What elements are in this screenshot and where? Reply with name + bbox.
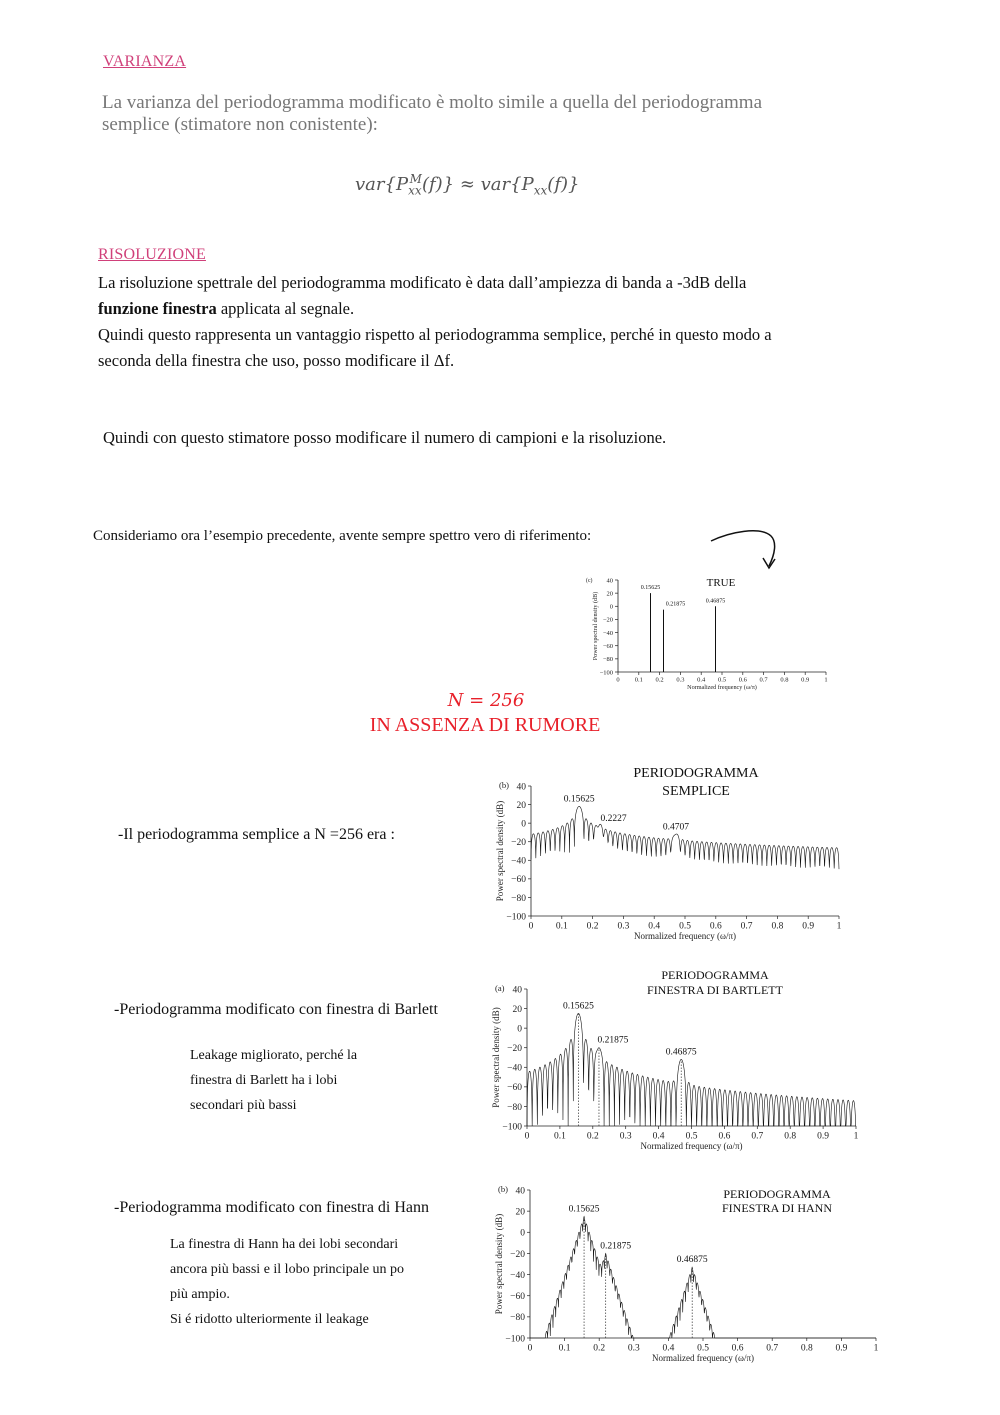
x-tick-label: 0.8 <box>800 1343 813 1354</box>
x-tick-label: 0.4 <box>662 1343 675 1354</box>
n-label: N = 256 <box>447 690 525 711</box>
x-tick-label: 0.8 <box>784 1131 797 1142</box>
x-tick-label: 0.7 <box>751 1131 764 1142</box>
peak-label: 0.46875 <box>705 598 726 605</box>
varianza-heading: VARIANZA <box>103 53 187 70</box>
varianza-line-2: semplice (stimatore non conistente): <box>102 114 378 135</box>
x-axis-label: Normalized frequency (ω/π) <box>687 685 757 691</box>
y-tick-label: 40 <box>512 985 522 996</box>
y-tick-label: −20 <box>511 838 526 849</box>
y-axis-label: Power spectral density (dB) <box>495 800 506 902</box>
arrow-icon <box>705 524 785 574</box>
y-axis-label: Power spectral density (dB) <box>593 591 600 661</box>
y-tick-label: −60 <box>511 875 526 886</box>
y-tick-label: −20 <box>602 616 613 624</box>
x-tick-label: 0.9 <box>801 676 810 684</box>
risoluzione-line-2-rest: applicata al segnale. <box>216 299 355 318</box>
x-tick-label: 0 <box>616 676 620 684</box>
risoluzione-line-5: Quindi con questo stimatore posso modificare il numero di campioni e la risoluzione. <box>103 428 667 447</box>
bartlett-note-line: finestra di Barlett ha i lobi <box>190 1073 338 1088</box>
semplice-label: -Il periodogramma semplice a N =256 era : <box>118 826 395 843</box>
chart-title: PERIODOGRAMMA <box>723 1187 831 1201</box>
x-tick-label: 0.6 <box>738 676 747 684</box>
x-tick-label: 0.3 <box>676 676 685 684</box>
x-tick-label: 0.1 <box>558 1343 571 1354</box>
x-tick-label: 0.6 <box>731 1343 744 1354</box>
y-tick-label: −40 <box>507 1063 522 1074</box>
x-tick-label: 0.2 <box>586 1131 599 1142</box>
peak-label: 0.46875 <box>665 1047 697 1058</box>
chart-title: PERIODOGRAMMA <box>633 766 759 781</box>
noise-label: IN ASSENZA DI RUMORE <box>369 714 601 736</box>
x-tick-label: 0.1 <box>553 1131 566 1142</box>
chart-title: PERIODOGRAMMA <box>661 968 769 982</box>
y-tick-label: −100 <box>505 1334 525 1345</box>
bartlett-note <box>190 1043 357 1118</box>
y-tick-label: −100 <box>506 912 526 923</box>
y-axis-label: Power spectral density (dB) <box>491 1007 502 1108</box>
panel-label: (b) <box>499 780 509 790</box>
x-tick-label: 0 <box>528 921 534 932</box>
y-tick-label: 0 <box>521 819 526 830</box>
x-tick-label: 0.6 <box>718 1131 731 1142</box>
y-tick-label: −40 <box>511 856 526 867</box>
periodogram-hann-chart <box>490 1180 890 1370</box>
y-tick-label: −40 <box>602 629 613 637</box>
y-tick-label: 40 <box>515 1186 525 1197</box>
x-tick-label: 0.2 <box>586 921 599 932</box>
x-tick-label: 0.5 <box>679 921 691 932</box>
risoluzione-line-4: seconda della finestra che uso, posso modificare il Δf. <box>98 351 455 370</box>
x-tick-label: 0.9 <box>835 1343 848 1354</box>
y-tick-label: 0 <box>517 1024 522 1035</box>
y-tick-label: −80 <box>602 656 613 664</box>
peak-label: 0.21875 <box>600 1241 632 1252</box>
y-tick-label: −60 <box>602 642 613 650</box>
hann-note <box>170 1232 404 1332</box>
x-tick-label: 0.9 <box>817 1131 830 1142</box>
y-tick-label: 40 <box>516 782 526 793</box>
hann-note-line: Si é ridotto ulteriormente il leakage <box>170 1312 369 1327</box>
hann-note-line: più ampio. <box>170 1287 230 1302</box>
spectrum-curve <box>527 1013 856 1126</box>
y-tick-label: −80 <box>510 1313 525 1324</box>
example-intro: Consideriamo ora l’esempio precedente, avente sempre spettro vero di riferimento: <box>93 528 592 544</box>
panel-label: (a) <box>495 983 505 993</box>
y-tick-label: −40 <box>510 1270 525 1281</box>
y-tick-label: 20 <box>606 590 613 598</box>
peak-label: 0.15625 <box>640 585 661 592</box>
x-tick-label: 0.3 <box>627 1343 640 1354</box>
panel-label: (b) <box>498 1184 508 1194</box>
y-tick-label: 0 <box>609 603 613 611</box>
peak-label: 0.21875 <box>665 601 686 608</box>
panel-label: (c) <box>586 578 593 584</box>
y-tick-label: −100 <box>599 669 613 677</box>
x-tick-label: 1 <box>873 1343 879 1354</box>
varianza-formula: $var\{P_{xx}^M(f)\} \approx var\{P_{xx}(f)\}$ <box>355 172 580 198</box>
peak-label: 0.15625 <box>562 1001 594 1012</box>
chart-title: FINESTRA DI BARTLETT <box>647 983 783 997</box>
y-tick-label: 20 <box>512 1004 522 1015</box>
peak-label: 0.2227 <box>600 813 627 824</box>
y-tick-label: −80 <box>511 893 526 904</box>
funzione-finestra-bold: funzione finestra <box>98 299 217 318</box>
hann-note-line: La finestra di Hann ha dei lobi secondari <box>170 1237 399 1252</box>
risoluzione-line-3: Quindi questo rappresenta un vantaggio rispetto al periodogramma semplice, perché in questo modo a <box>98 325 772 344</box>
y-tick-label: 0 <box>520 1228 525 1239</box>
x-tick-label: 0.4 <box>652 1131 665 1142</box>
x-tick-label: 0.3 <box>617 921 630 932</box>
x-tick-label: 1 <box>836 921 842 932</box>
peak-label: 0.15625 <box>568 1204 600 1215</box>
chart-title: SEMPLICE <box>662 784 730 799</box>
chart-title: TRUE <box>706 577 736 589</box>
bartlett-note-line: Leakage migliorato, perché la <box>190 1048 358 1063</box>
y-tick-label: −80 <box>507 1102 522 1113</box>
x-axis-label: Normalized frequency (ω/π) <box>651 1353 755 1363</box>
x-tick-label: 0.2 <box>655 676 664 684</box>
x-tick-label: 0.2 <box>593 1343 606 1354</box>
x-tick-label: 0.1 <box>555 921 568 932</box>
y-tick-label: −60 <box>507 1083 522 1094</box>
true-spectrum-chart <box>586 572 840 691</box>
risoluzione-line-1: La risoluzione spettrale del periodogramma modificato è data dall’ampiezza di banda a -3dB della <box>98 273 747 292</box>
bartlett-label: -Periodogramma modificato con finestra di Barlett <box>114 1001 438 1018</box>
x-tick-label: 0.5 <box>717 676 727 684</box>
varianza-line-1: La varianza del periodogramma modificato è molto simile a quella del periodogramma <box>102 92 763 113</box>
x-tick-label: 0.9 <box>802 921 815 932</box>
x-tick-label: 0.1 <box>634 676 643 684</box>
peak-label: 0.15625 <box>563 794 595 805</box>
y-tick-label: 40 <box>606 577 613 585</box>
peak-label: 0.46875 <box>676 1255 708 1266</box>
x-tick-label: 0.4 <box>648 921 661 932</box>
y-tick-label: −60 <box>510 1292 525 1303</box>
x-axis-label: Normalized frequency (ω/π) <box>633 931 737 941</box>
peak-label: 0.21875 <box>597 1035 629 1046</box>
y-tick-label: −100 <box>502 1122 522 1133</box>
x-tick-label: 0.7 <box>759 676 768 684</box>
x-tick-label: 0.3 <box>619 1131 632 1142</box>
periodogram-bartlett-chart <box>490 965 870 1157</box>
spectrum-curve <box>530 1217 876 1338</box>
risoluzione-line-2 <box>98 296 354 322</box>
bartlett-note-line: secondari più bassi <box>190 1098 297 1113</box>
y-tick-label: 20 <box>515 1207 525 1218</box>
risoluzione-heading: RISOLUZIONE <box>98 246 206 263</box>
y-tick-label: −20 <box>510 1249 525 1260</box>
hann-note-line: ancora più bassi e il lobo principale un po <box>170 1262 405 1277</box>
x-tick-label: 0.8 <box>771 921 784 932</box>
y-tick-label: 20 <box>516 800 526 811</box>
x-tick-label: 1 <box>853 1131 859 1142</box>
x-tick-label: 0.7 <box>740 921 753 932</box>
spectrum-curve <box>531 806 839 869</box>
hann-label: -Periodogramma modificato con finestra di Hann <box>114 1199 430 1216</box>
x-tick-label: 1 <box>824 676 828 684</box>
x-tick-label: 0 <box>524 1131 530 1142</box>
x-tick-label: 0.4 <box>697 676 706 684</box>
periodogram-simple-chart <box>494 762 854 944</box>
y-axis-label: Power spectral density (dB) <box>494 1213 505 1315</box>
x-tick-label: 0.5 <box>685 1131 698 1142</box>
x-tick-label: 0.7 <box>766 1343 779 1354</box>
peak-label: 0.4707 <box>662 822 690 833</box>
x-tick-label: 0 <box>527 1343 533 1354</box>
x-tick-label: 0.8 <box>780 676 789 684</box>
x-tick-label: 0.5 <box>697 1343 709 1354</box>
x-axis-label: Normalized frequency (ω/π) <box>640 1141 743 1151</box>
chart-title: FINESTRA DI HANN <box>721 1201 833 1215</box>
x-tick-label: 0.6 <box>709 921 722 932</box>
y-tick-label: −20 <box>507 1044 522 1055</box>
